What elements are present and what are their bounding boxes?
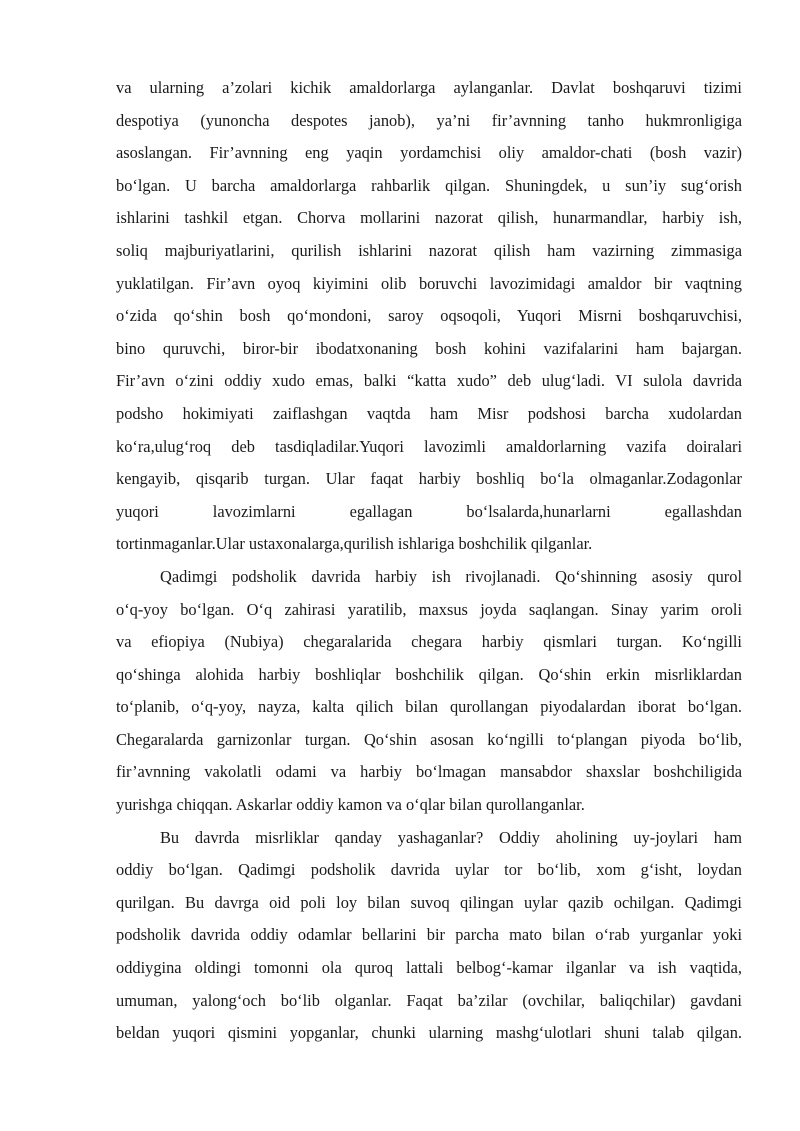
text-line: bino quruvchi, biror-bir ibodatxonaning bosh kohini vazifalarini ham bajargan. (116, 338, 742, 358)
text-line: podsholik davrida oddiy odamlar bellarini bir parcha mato bilan o‘rab yurganlar yoki (116, 925, 742, 945)
text-line: to‘planib, o‘q-yoy, nayza, kalta qilich bilan qurollangan piyodalardan iborat bo‘lgan. (116, 697, 742, 717)
text-line: yuklatilgan. Fir’avn oyoq kiyimini olib boruvchi lavozimidagi amaldor bir vaqtning (116, 273, 742, 293)
text-line: yurishga chiqqan. Askarlar oddiy kamon va o‘qlar bilan qurollanganlar. (116, 795, 585, 815)
text-line: Chegaralarda garnizonlar turgan. Qo‘shin asosan ko‘ngilli to‘plangan piyoda bo‘lib, (116, 729, 742, 749)
text-line: Fir’avn o‘zini oddiy xudo emas, balki “katta xudo” deb ulug‘ladi. VI sulola davrida (116, 371, 742, 391)
text-line: va ularning a’zolari kichik amaldorlarga aylanganlar. Davlat boshqaruvi tizimi (116, 78, 742, 97)
text-line: yuqori lavozimlarni egallagan bo‘lsalarda,hunarlarni egallashdan (116, 501, 742, 521)
text-line: qo‘shinga alohida harbiy boshliqlar boshchilik qilgan. Qo‘shin erkin misrliklardan (116, 664, 742, 684)
text-line: ko‘ra,ulug‘roq deb tasdiqladilar.Yuqori lavozimli amaldorlarning vazifa doiralari (116, 436, 742, 456)
text-line: soliq majburiyatlarini, qurilish ishlarini nazorat qilish ham vazirning zimmasiga (116, 240, 742, 260)
text-line: ishlarini tashkil etgan. Chorva mollarini nazorat qilish, hunarmandlar, harbiy ish, (116, 208, 742, 228)
text-line: bo‘lgan. U barcha amaldorlarga rahbarlik qilgan. Shuningdek, u sun’iy sug‘orish (116, 175, 742, 195)
text-line: umuman, yalong‘och bo‘lib olganlar. Faqat ba’zilar (ovchilar, baliqchilar) gavdani (116, 990, 742, 1010)
text-line: o‘q-yoy bo‘lgan. O‘q zahirasi yaratilib, maxsus joyda saqlangan. Sinay yarim oroli (116, 599, 742, 619)
text-line: oddiy bo‘lgan. Qadimgi podsholik davrida uylar tor bo‘lib, xom g‘isht, loydan (116, 860, 742, 880)
text-line: Bu davrda misrliklar qanday yashaganlar? Oddiy aholining uy-joylari ham (160, 827, 742, 847)
text-line: despotiya (yunoncha despotes janob), ya’ni fir’avnning tanho hukmronligiga (116, 110, 742, 130)
document-page (116, 72, 742, 1050)
text-line: asoslangan. Fir’avnning eng yaqin yordamchisi oliy amaldor-chati (bosh vazir) (116, 143, 742, 163)
text-line: kengayib, qisqarib turgan. Ular faqat harbiy boshliq bo‘la olmaganlar.Zodagonlar (116, 469, 742, 489)
paragraph-military (116, 561, 742, 822)
text-line: oddiygina oldingi tomonni ola quroq lattali belbog‘-kamar ilganlar va ish vaqtida, (116, 958, 742, 978)
text-line: fir’avnning vakolatli odami va harbiy bo‘lmagan mansabdor shaxslar boshchiligida (116, 762, 742, 782)
paragraph-daily-life (116, 822, 742, 1050)
text-line: va efiopiya (Nubiya) chegaralarida chegara harbiy qismlari turgan. Ko‘ngilli (116, 632, 742, 652)
paragraph-administration (116, 72, 742, 561)
text-line: o‘zida qo‘shin bosh qo‘mondoni, saroy oqsoqoli, Yuqori Misrni boshqaruvchisi, (116, 306, 742, 326)
text-line: qurilgan. Bu davrga oid poli loy bilan suvoq qilingan uylar qazib ochilgan. Qadimgi (116, 892, 742, 912)
text-line: beldan yuqori qismini yopganlar, chunki ularning mashg‘ulotlari shuni talab qilgan. (116, 1023, 742, 1043)
text-line: Qadimgi podsholik davrida harbiy ish rivojlanadi. Qo‘shinning asosiy qurol (160, 566, 742, 586)
text-line: podsho hokimiyati zaiflashgan vaqtda ham Misr podshosi barcha xudolardan (116, 403, 742, 423)
text-line: tortinmaganlar.Ular ustaxonalarga,qurilish ishlariga boshchilik qilganlar. (116, 534, 593, 554)
